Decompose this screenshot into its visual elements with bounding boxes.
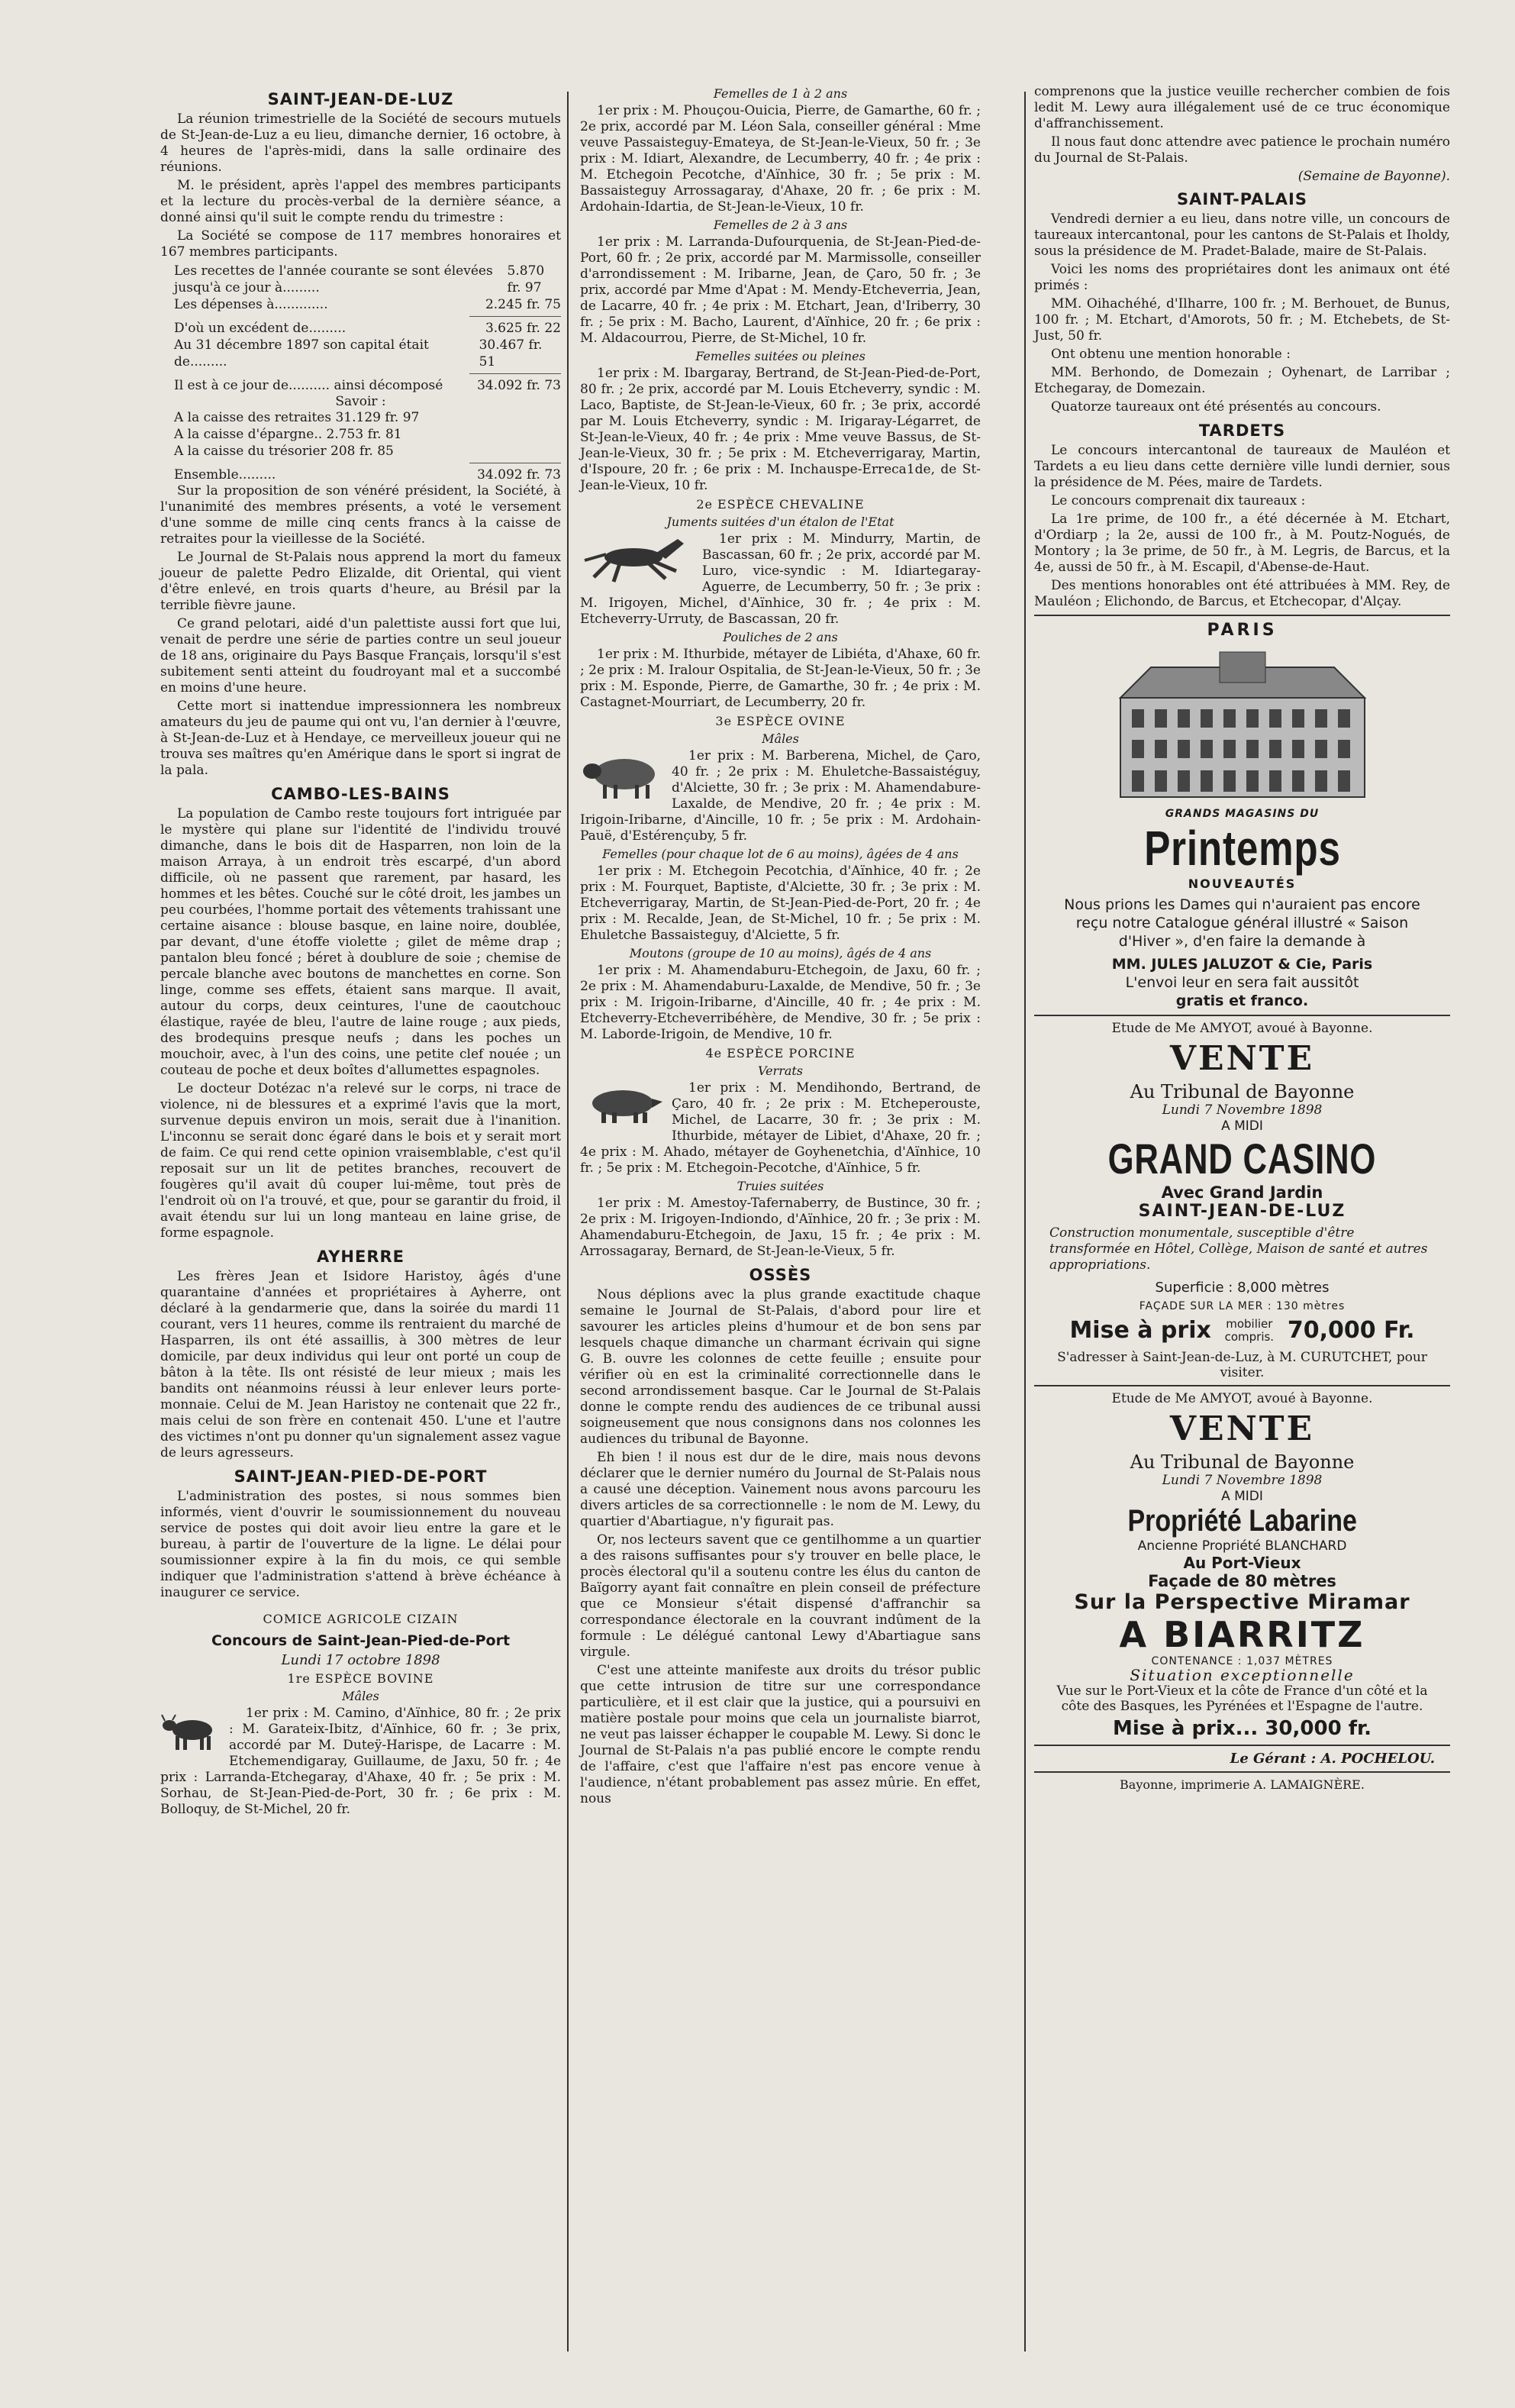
paragraph: 1er prix : M. Ahamendaburu-Etchegoin, de Jaxu, 60 fr. ; 2e prix : M. Ahamendaburu-Laxalde, de Mendive, 50 fr. ; 3e prix : M. Irigoin-Iribarne, d'Aincille, 40 fr. ; 4e prix : M. Etcheverry-Etcheverribéhère, de Mendive, 30 fr. ; 5e prix : M. Laborde-Irigoin, de Mendive, 10 fr. [580, 963, 981, 1042]
divider [1034, 1385, 1450, 1386]
divider [1034, 1771, 1450, 1773]
paragraph: 1er prix : M. Amestoy-Tafernaberry, de Bustince, 30 fr. ; 2e prix : M. Irigoyen-Indiondo, d'Aïnhice, 20 fr. ; 3e prix : M. Ahamendaburu-Etchegoin, de Jaxu, 15 fr. ; 4e prix : M. Arrossagaray, Bernard, de St-Jean-le-Vieux, 5 fr. [580, 1196, 981, 1259]
paragraph: 1er prix : M. Ithurbide, métayer de Libiéta, d'Ahaxe, 60 fr. ; 2e prix : M. Iralour Ospitalia, de St-Jean-le-Vieux, 50 fr. ; 3e prix : M. Esponde, Pierre, de Gamarthe, 30 fr. ; 4e prix : M. Castagnet-Mourriart, de Lecumberry, 20 fr. [580, 647, 981, 710]
paragraph: Le concours intercantonal de taureaux de Mauléon et Tardets a eu lieu dans cette dernière ville lundi dernier, sous la présidence de M. Pées, maire de Tardets. [1034, 443, 1450, 490]
paragraph: 1er prix : M. Mindurry, Martin, de Bascassan, 60 fr. ; 2e prix, accordé par M. Luro, vice-syndic : M. Idiartegaray-Aguerre, de Lecumberry, 50 fr. ; 3e prix : M. Irigoyen, Michel, d'Aïnhice, 30 fr. ; 4e prix : M. Etcheverry-Urruty, de Bascassan, 20 fr. [580, 531, 981, 627]
ad-port-vieux: Au Port-Vieux [1183, 1554, 1301, 1572]
paragraph: 1er prix : M. Camino, d'Aïnhice, 80 fr. ; 2e prix : M. Garateix-Ibitz, d'Aïnhice, 60 fr. ; 3e prix, accordé par M. Duteÿ-Harispe, de Lacarre : M. Etchemendigaray, Guillaume, de Jaxu, 50 fr. ; 4e prix : Larranda-Etchegaray, d'Ahaxe, 40 fr. ; 5e prix : M. Sorhau, de St-Jean-Pied-de-Port, 30 fr. ; 6e prix : M. Bolloquy, de St-Michel, 20 fr. [160, 1706, 561, 1817]
ad-mise-a-prix: Mise à prix... 30,000 fr. [1112, 1717, 1372, 1740]
gerant: Le Gérant : A. POCHELOU. [1230, 1751, 1435, 1767]
ad-casino-title: GRAND CASINO [1107, 1135, 1377, 1183]
paragraph: Ce grand pelotari, aidé d'un palettiste aussi fort que lui, venait de perdre une série de parties contre un seul joueur de 18 ans, originaire du Pays Basque Français, lorsqu'il s'est subitement senti atteint du foudroyant mal et a succombé en moins d'une heure. [160, 616, 561, 696]
subsection-pouliches: Pouliches de 2 ans [723, 630, 838, 644]
ad-tribunal: Au Tribunal de Bayonne [1130, 1081, 1355, 1102]
ad-midi: A MIDI [1221, 1118, 1263, 1134]
ad-text: Nous prions les Dames qui n'auraient pas encore reçu notre Catalogue général illustré « Saison d'Hiver », d'en faire la demande à [1064, 896, 1420, 950]
ad-etude: Etude de Me AMYOT, avoué à Bayonne. [1111, 1391, 1373, 1406]
savoir-label: Savoir : [335, 394, 386, 409]
ad-tribunal: Au Tribunal de Bayonne [1130, 1451, 1355, 1473]
ad-midi: A MIDI [1221, 1489, 1263, 1504]
advertisement-grand-casino [1034, 1021, 1450, 1380]
paragraph: MM. Oihachéhé, d'Ilharre, 100 fr. ; M. Berhouet, de Bunus, 100 fr. ; M. Etchart, d'Amorots, 50 fr. ; M. Etchebets, de St-Just, 50 fr. [1034, 296, 1450, 344]
paragraph: 1er prix : M. Barberena, Michel, de Çaro, 40 fr. ; 2e prix : M. Ehuletche-Bassaistéguy, d'Alciette, 30 fr. ; 3e prix : M. Ahamendabure-Laxalde, de Mendive, 20 fr. ; 4e prix : M. Irigoin-Iribarne, d'Aincille, 10 fr. ; 5e prix : M. Ardohain-Pauë, d'Estérençuby, 5 fr. [580, 748, 981, 844]
subsection-femelles-1-2: Femelles de 1 à 2 ans [713, 86, 848, 101]
paragraph: Voici les noms des propriétaires dont les animaux ont été primés : [1034, 262, 1450, 293]
ad-ancienne: Ancienne Propriété BLANCHARD [1137, 1538, 1347, 1554]
ad-mobilier: mobilier compris. [1224, 1316, 1275, 1344]
paragraph: 1er prix : M. Larranda-Dufourquenia, de St-Jean-Pied-de-Port, 60 fr. ; 2e prix, accordé par M. Marmissolle, conseiller d'arrondissement : M. Iribarne, Jean, de Çaro, 50 fr. ; 3e prix, accordé par Mme d'Apat : M. Mendy-Etcheverria, Jean, de Lacarre, 40 fr. ; 4e prix : M. Etchart, Jean, d'Iriberry, 30 fr. ; 5e prix : M. Bacho, Laurent, d'Aïnhice, 20 fr. ; 6e prix : M. Aldacourrou, Pierre, de St-Michel, 10 fr. [580, 234, 981, 346]
paragraph: Ont obtenu une mention honorable : [1051, 347, 1291, 362]
divider [469, 373, 561, 374]
ad-vente: VENTE [1169, 1039, 1315, 1078]
account-row: Il est à ce jour de.......... ainsi décomposé 34.092 fr. 73 [174, 378, 561, 393]
ad-grands-magasins: GRANDS MAGASINS DU [1165, 808, 1320, 820]
paragraph: M. le président, après l'appel des membres participants et la lecture du procès-verbal de la dernière séance, a donné ainsi qu'il suit le compte rendu du trimestre : [160, 178, 561, 225]
espece-chevaline: 2e ESPÈCE CHEVALINE [696, 497, 865, 512]
ad-date: Lundi 7 Novembre 1898 [1162, 1102, 1323, 1118]
ad-price: 70,000 Fr. [1287, 1317, 1415, 1344]
paragraph: Vendredi dernier a eu lieu, dans notre ville, un concours de taureaux intercantonal, pour les cantons de St-Palais et Iholdy, sous la présidence de M. Pradet-Balade, maire de St-Palais. [1034, 211, 1450, 259]
account-row: Au 31 décembre 1897 son capital était de......... 30.467 fr. 51 [174, 337, 543, 370]
paragraph: La 1re prime, de 100 fr., a été décernée à M. Etchart, d'Ordiarp ; la 2e, aussi de 100 fr., à M. Poutz-Nogués, de Montory ; la 3e prime, de 50 fr., à M. Legris, de Barcus, et la 4e, aussi de 50 fr., à M. Escapil, d'Abense-de-Haut. [1034, 512, 1450, 575]
paragraph: 1er prix : M. Ibargaray, Bertrand, de St-Jean-Pied-de-Port, 80 fr. ; 2e prix, accordé par M. Louis Etcheverry, syndic : M. Laco, Baptiste, de St-Jean-le-Vieux, 60 fr. ; 3e prix, accordé par M. Louis Etcheverry, syndic : M. Irigaray-Légarret, de St-Jean-le-Vieux, 40 fr. ; 4e prix : Mme veuve Bassus, de St-Jean-le-Vieux, 30 fr. ; 5e prix : M. Etcheverrigaray, Martin, d'Ispoure, 20 fr. ; 6e prix : M. Inchauspe-Erreca1de, de St-Jean-le-Vieux, 10 fr. [580, 366, 981, 493]
paragraph: Cette mort si inattendue impressionnera les nombreux amateurs du jeu de paume qui ont vu, l'an dernier à l'œuvre, à St-Jean-de-Luz et à Hendaye, ce merveilleux joueur qui ne trouva ses maîtres qu'en Amérique dans le sport si ingrat de la pala. [160, 699, 561, 778]
account-row: A la caisse des retraites 31.129 fr. 97 [174, 410, 420, 425]
subsection-moutons: Moutons (groupe de 10 au moins), âgés de 4 ans [629, 946, 932, 960]
account-row: Les dépenses à............. 2.245 fr. 75 [174, 297, 561, 312]
subsection-femelles-suitees: Femelles suitées ou pleines [695, 349, 865, 363]
paragraph: Les frères Jean et Isidore Haristoy, âgés d'une quarantaine d'années et propriétaires à Ayherre, ont déclaré à la gendarmerie que, dans la soirée du mardi 11 courant, vers 11 heures, comme ils rentraient du marché de Hasparren, ils ont été assaillis, à 300 mètres de leur domicile, par deux individus qui leur ont porté un coup de bâton à la tête. Ils ont résisté de leur mieux ; mais les bandits ont néanmoins réussi à leur enlever leurs porte-monnaie. Celui de M. Jean Haristoy ne contenait que 22 fr., mais celui de son frère en contenait 450. L'une et l'autre des victimes n'ont pu donner qu'un signalement assez vague de leurs agresseurs. [160, 1269, 561, 1461]
column-rule [567, 92, 569, 2352]
column-1 [160, 84, 561, 1820]
paragraph: Le Journal de St-Palais nous apprend la mort du fameux joueur de palette Pedro Elizalde, dit Oriental, qui vient d'être enlevé, en trois quarts d'heure, au Brésil par la terrible fièvre jaune. [160, 550, 561, 613]
ad-superficie: Superficie : 8,000 mètres [1155, 1280, 1330, 1296]
account-row: Ensemble......... 34.092 fr. 73 [174, 467, 561, 483]
section-title-ayherre: AYHERRE [316, 1248, 405, 1266]
divider [1034, 1745, 1450, 1746]
paragraph: Eh bien ! il nous est dur de le dire, mais nous devons déclarer que le dernier numéro du Journal de St-Palais nous a causé une déception. Vainement nous avons parcouru les divers articles de sa correctionnelle : le nom de M. Lewy, du quartier d'Abartiague, n'y figurait pas. [580, 1450, 981, 1529]
paragraph: 1er prix : M. Mendihondo, Bertrand, de Çaro, 40 fr. ; 2e prix : M. Etcheperouste, Michel, de Lacarre, 30 fr. ; 3e prix : M. Ithurbide, métayer de Libiet, d'Ahaxe, 20 fr. ; 4e prix : M. Ahado, métayer de Goyhenetchia, d'Aïnhice, 10 fr. ; 5e prix : M. Etchegoin-Pecotche, d'Aïnhice, 5 fr. [580, 1080, 981, 1176]
divider [1034, 1015, 1450, 1016]
column-2 [580, 84, 981, 1809]
paragraph: comprenons que la justice veuille rechercher combien de fois ledit M. Lewy aura illégalement usé de ce truc économique d'affranchissement. [1034, 84, 1450, 131]
ad-etude: Etude de Me AMYOT, avoué à Bayonne. [1111, 1021, 1373, 1036]
ad-facade: Façade de 80 mètres [1148, 1572, 1336, 1590]
account-row: A la caisse d'épargne.. 2.753 fr. 81 [174, 427, 402, 442]
ad-contenance: CONTENANCE : 1,037 MÈTRES [1151, 1655, 1333, 1667]
paragraph: MM. Berhondo, de Domezain ; Oyhenart, de Larribar ; Etchegaray, de Domezain. [1034, 365, 1450, 396]
paragraph: Or, nos lecteurs savent que ce gentilhomme a un quartier a des raisons suffisantes pour s'y trouver en belle place, le procès électoral qu'il a soutenu contre les élus du canton de Baïgorry ayant fait connaître en plein conseil de préfecture que ce Monsieur s'était dispensé d'affranchir sa correspondance électorale en la couvrant indûment de la formule : Le délégué cantonal Lewy d'Abartiague sans virgule. [580, 1532, 981, 1660]
ad-company: MM. JULES JALUZOT & Cie, Paris [1111, 956, 1373, 973]
section-title-saint-jean-de-luz: SAINT-JEAN-DE-LUZ [267, 90, 454, 108]
ad-address: S'adresser à Saint-Jean-de-Luz, à M. CURUTCHET, pour visiter. [1057, 1350, 1427, 1380]
paragraph: C'est une atteinte manifeste aux droits du trésor public que cette intrusion de titre sur une correspondance particulière, et il est clair que la justice, qui a poursuivi en matière postale pour moins que cela un journaliste biarrot, ne veut pas laisser échapper le coupable M. Lewy. Si donc le Journal de St-Palais n'a pas publié encore le compte rendu de l'affaire, c'est que l'affaire n'est pas encore venue à l'audience, n'étant probablement pas assez mûrie. En effet, nous [580, 1663, 981, 1806]
subsection-verrats: Verrats [757, 1064, 804, 1078]
subsection-femelles-2-3: Femelles de 2 à 3 ans [713, 218, 848, 232]
section-title-cambo: CAMBO-LES-BAINS [271, 785, 450, 803]
paragraph: Quatorze taureaux ont été présentés au concours. [1051, 399, 1381, 415]
espece-bovine: 1re ESPÈCE BOVINE [287, 1671, 434, 1686]
sheep-icon [580, 750, 664, 803]
divider [469, 316, 561, 317]
ad-nouveautes: NOUVEAUTÉS [1188, 876, 1297, 891]
paragraph: Il nous faut donc attendre avec patience le prochain numéro du Journal de St-Palais. [1034, 134, 1450, 166]
espece-porcine: 4e ESPÈCE PORCINE [705, 1046, 856, 1060]
column-rule [1024, 92, 1026, 2352]
advertisement-propriete-labarine [1034, 1391, 1450, 1740]
paragraph: La réunion trimestrielle de la Société de secours mutuels de St-Jean-de-Luz a eu lieu, dimanche dernier, 16 octobre, à 4 heures de l'après-midi, dans la salle ordinaire des réunions. [160, 111, 561, 175]
comice-title: COMICE AGRICOLE CIZAIN [263, 1612, 459, 1626]
pig-icon [580, 1082, 664, 1128]
paragraph: 1er prix : M. Phouçou-Ouicia, Pierre, de Gamarthe, 60 fr. ; 2e prix, accordé par M. Léon Sala, conseiller général : Mme veuve Passaisteguy-Emateya, de St-Jean-le-Vieux, 50 fr. ; 3e prix : M. Idiart, Alexandre, de Lecumberry, 40 fr. ; 4e prix : M. Etchegoin Pecotche, d'Aïnhice, 30 fr. ; 5e prix : M. Bassaisteguy Arrossagaray, d'Ahaxe, 20 fr. ; 6e prix : M. Ardohain-Idartia, de St-Jean-le-Vieux, 10 fr. [580, 103, 981, 215]
horse-icon [580, 533, 695, 586]
paragraph: Sur la proposition de son vénéré président, la Société, à l'unanimité des membres présents, a voté le versement d'une somme de mille cinq cents francs à la caisse de retraites pour la vieillesse de la Société. [160, 483, 561, 547]
ad-jardin: Avec Grand Jardin [1161, 1183, 1323, 1202]
ad-vue: Vue sur le Port-Vieux et la côte de France d'un côté et la côte des Basques, les Pyrénées et l'Espagne de l'autre. [1056, 1683, 1428, 1714]
ad-text: L'envoi leur en sera fait aussitôt [1125, 974, 1359, 991]
section-title-osses: OSSÈS [749, 1266, 812, 1284]
ad-place: SAINT-JEAN-DE-LUZ [1138, 1202, 1346, 1221]
ad-brand-name: Printemps [1143, 821, 1341, 876]
ad-mise-a-prix: Mise à prix [1069, 1317, 1211, 1344]
ad-description: Construction monumentale, susceptible d'être transformée en Hôtel, Collège, Maison de santé et autres appropriations. [1049, 1225, 1428, 1273]
ad-biarritz: A BIARRITZ [1119, 1614, 1365, 1655]
concours-date: Lundi 17 octobre 1898 [281, 1652, 440, 1668]
males-label: Mâles [342, 1689, 379, 1703]
subsection-truies: Truies suitées [737, 1179, 824, 1193]
section-title-tardets: TARDETS [1198, 421, 1286, 440]
ad-perspective: Sur la Perspective Miramar [1074, 1590, 1410, 1614]
account-row: D'où un excédent de......... 3.625 fr. 22 [174, 321, 561, 336]
paragraph: Nous déplions avec la plus grande exactitude chaque semaine le Journal de St-Palais, d'abord pour lire et savourer les articles pleins d'humour et de bon sens par lesquels chaque dimanche un charmant écrivain qui signe G. B. ouvre les colonnes de cette feuille ; ensuite pour vérifier où en est la criminalité correctionnelle dans le second arrondissement basque. Car le Journal de St-Palais donne le compte rendu des audiences de ce tribunal aussi soigneusement que nous consignons dans nos colonnes les audiences du tribunal de Bayonne. [580, 1287, 981, 1447]
paragraph: La population de Cambo reste toujours fort intriguée par le mystère qui plane sur l'identité de l'individu trouvé dimanche, dans le bois dit de Hasparren, non loin de la maison Arraya, à un endroit très escarpé, d'un abord difficile, où ne passent que rarement, par hasard, les hommes et les bêtes. Couché sur le côté droit, les jambes un peu courbées, l'homme portait des vêtements trahissant une certaine aisance : blouse basque, en laine noire, doublée, par devant, d'une étoffe violette ; gilet de même drap ; pantalon bleu foncé ; béret à doublure de soie ; chemise de percale blanche avec boutons de manchettes en corne. Son linge, comme ses effets, étaient sans marque. Il avait, autour du corps, deux ceintures, l'une de caoutchouc élastique, rayée de bleu, l'autre de laine rouge ; aux pieds, des brodequins presque neufs ; dans les poches un mouchoir, avec, à l'un des coins, une petite clef nouée ; un couteau de poche et deux boîtes d'allumettes espagnoles. [160, 806, 561, 1078]
paragraph: 1er prix : M. Etchegoin Pecotchia, d'Aïnhice, 40 fr. ; 2e prix : M. Fourquet, Baptiste, d'Alciette, 30 fr. ; 3e prix : M. Etcheverrigaray, Martin, de St-Jean-Pied-de-Port, 20 fr. ; 4e prix : M. Recalde, Jean, de St-Michel, 10 fr. ; 5e prix : M. Ehuletche Bassaisteguy, d'Alciette, 5 fr. [580, 863, 981, 943]
paragraph: La Société se compose de 117 membres honoraires et 167 membres participants. [160, 228, 561, 260]
males-label: Mâles [762, 731, 799, 746]
account-row: Les recettes de l'année courante se sont élevées jusqu'à ce jour à......... 5.870 fr. 97 [174, 263, 545, 295]
subsection-femelles-ovine: Femelles (pour chaque lot de 6 au moins), âgées de 4 ans [602, 847, 959, 861]
department-store-illustration [1105, 644, 1380, 805]
ad-city: PARIS [1207, 621, 1278, 640]
section-title-sjpp: SAINT-JEAN-PIED-DE-PORT [234, 1467, 488, 1486]
imprimerie: Bayonne, imprimerie A. LAMAIGNÈRE. [1120, 1777, 1365, 1792]
divider [1034, 615, 1450, 616]
section-title-saint-palais: SAINT-PALAIS [1176, 190, 1307, 208]
source-credit: (Semaine de Bayonne). [1297, 169, 1450, 184]
concours-title: Concours de Saint-Jean-Pied-de-Port [211, 1632, 511, 1649]
bull-icon [160, 1707, 221, 1753]
column-3 [1034, 84, 1450, 1792]
ad-vente: VENTE [1169, 1409, 1315, 1448]
ad-facade: FAÇADE SUR LA MER : 130 mètres [1139, 1300, 1346, 1312]
ad-text: gratis et franco. [1175, 993, 1309, 1009]
ad-property-title: Propriété Labarine [1127, 1504, 1357, 1538]
espece-ovine: 3e ESPÈCE OVINE [715, 714, 846, 728]
paragraph: Le docteur Dotézac n'a relevé sur le corps, ni trace de violence, ni de blessures et a exprimé l'avis que la mort, survenue depuis environ un mois, serait due à l'inanition. L'inconnu se serait donc égaré dans le bois et y serait mort de faim. Ce qui rend cette opinion vraisemblable, c'est qu'il reposait sur un lit de petites branches, recouvert de fougères qu'il avait dû couper lui-même, tout près de l'endroit où on l'a trouvé, et que, pour se garantir du froid, il avait étendu sur lui un long manteau en laine grise, de forme espagnole. [160, 1081, 561, 1241]
account-row: A la caisse du trésorier 208 fr. 85 [174, 444, 394, 459]
ad-date: Lundi 7 Novembre 1898 [1162, 1473, 1323, 1488]
advertisement-printemps [1034, 621, 1450, 1010]
paragraph: Le concours comprenait dix taureaux : [1051, 493, 1306, 508]
paragraph: Des mentions honorables ont été attribuées à MM. Rey, de Mauléon ; Elichondo, de Barcus, et Etchecopar, d'Alçay. [1034, 578, 1450, 609]
ad-situation: Situation exceptionnelle [1130, 1666, 1355, 1684]
subsection-juments: Juments suitées d'un étalon de l'Etat [666, 515, 894, 529]
paragraph: L'administration des postes, si nous sommes bien informés, vient d'ouvrir le soumissionnement du nouveau service de postes qui doit avoir lieu entre la gare et le bureau, à partir de l'ouverture de la ligne. Le délai pour soumissionner expire à la fin du mois, ce qui semble indiquer que l'administration s'attend à brève échéance à inaugurer ce service. [160, 1489, 561, 1600]
